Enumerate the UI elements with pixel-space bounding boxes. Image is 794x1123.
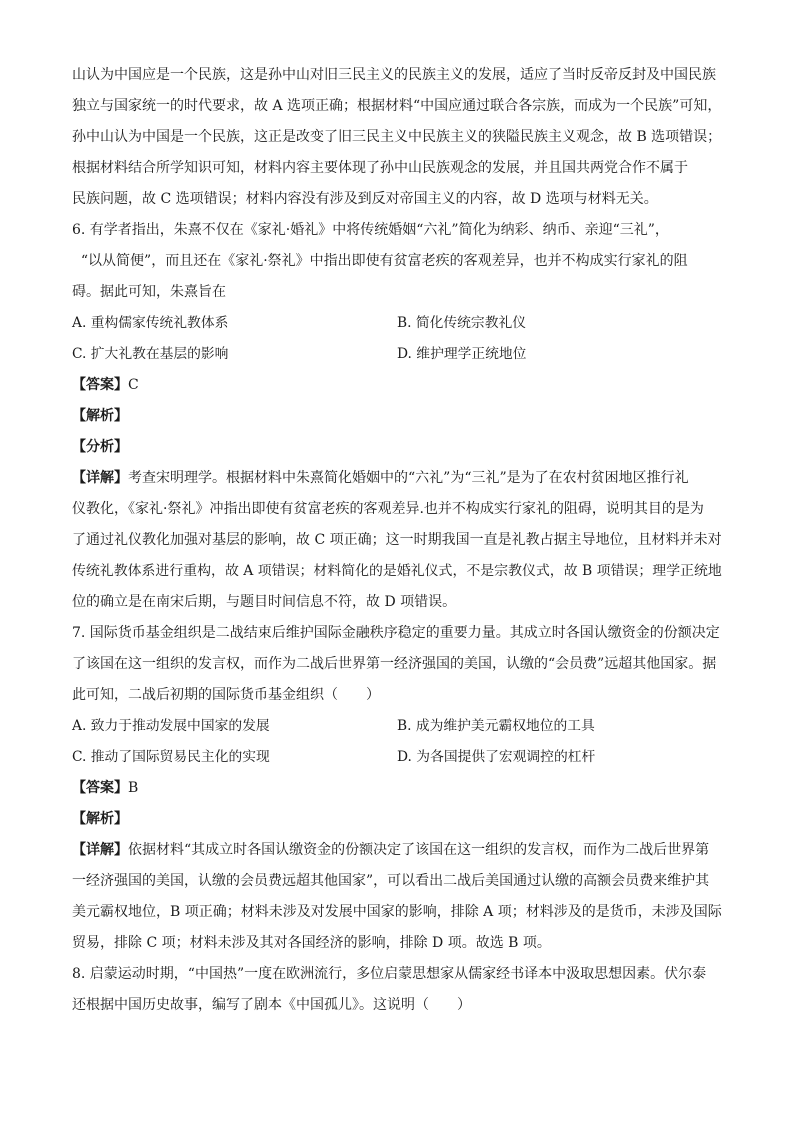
text-line: 美元霸权地位，B 项正确；材料未涉及对发展中国家的影响，排除 A 项；材料涉及的是货币，未涉及国际 [72, 904, 722, 920]
question-6-detail [72, 463, 722, 618]
text-line: 根据材料结合所学知识可知，材料内容主要体现了孙中山民族观念的发展，并且国共两党合作不属于 [72, 160, 688, 176]
option-d: D. 为各国提供了宏观调控的杠杆 [397, 749, 596, 765]
document-page [72, 60, 722, 1021]
text-line: 了通过礼仪教化加强对基层的影响，故 C 项正确；这一时期我国一直是礼教占据主导地位，且材料并未对 [72, 532, 722, 548]
text-line: 7. 国际货币基金组织是二战结束后维护国际金融秩序稳定的重要力量。其成立时各国认缴资金的份额决定 [72, 625, 720, 641]
text-line: 8. 启蒙运动时期，“中国热”一度在欧洲流行，多位启蒙思想家从儒家经书译本中汲取思想因素。伏尔泰 [72, 966, 707, 982]
option-b: B. 成为维护美元霸权地位的工具 [397, 718, 595, 734]
option-a: A. 重构儒家传统礼教体系 [72, 315, 229, 331]
option-c: C. 推动了国际贸易民主化的实现 [72, 749, 270, 765]
text-line: 传统礼教体系进行重构，故 A 项错误；材料简化的是婚礼仪式，不是宗教仪式，故 B 项错误；理学正统地 [72, 563, 722, 579]
question-7-stem [72, 618, 722, 711]
answer-value: B [128, 780, 139, 796]
jiexi-tag: 【解析】 [72, 408, 128, 424]
text-line: 一经济强国的美国，认缴的会员费远超其他国家”，可以看出二战后美国通过认缴的高额会员费来维护其 [72, 873, 710, 889]
text-line: 位的确立是在南宋后期，与题目时间信息不符，故 D 项错误。 [72, 594, 457, 610]
text-line: 山认为中国应是一个民族，这是孙中山对旧三民主义的民族主义的发展，适应了当时反帝反封及中国民族 [72, 67, 716, 83]
text-line: 孙中山认为中国是一个民族，这正是改变了旧三民主义中民族主义的狭隘民族主义观念，故 B 选项错误； [72, 129, 722, 145]
jiexi-tag: 【解析】 [72, 811, 128, 827]
text-line: 了该国在这一组织的发言权，而作为二战后世界第一经济强国的美国，认缴的“会员费”远超其他国家。据 [72, 656, 717, 672]
text-line: 考查宋明理学。根据材料中朱熹简化婚姻中的“六礼”为“三礼”是为了在农村贫困地区推行礼 [128, 470, 689, 486]
detail-tag: 【详解】 [72, 470, 128, 486]
jiexi-line [72, 804, 722, 835]
text-line: 依据材料“其成立时各国认缴资金的份额决定了该国在这一组织的发言权，而作为二战后世界第 [128, 842, 710, 858]
text-line: 6. 有学者指出，朱熹不仅在《家礼·婚礼》中将传统婚姻“六礼”简化为纳彩、纳币、亲迎“三礼”， [72, 222, 669, 238]
text-line: 此可知，二战后初期的国际货币基金组织（ ） [72, 687, 380, 703]
question-6-stem [72, 215, 722, 308]
question-6-options [72, 308, 722, 370]
jiexi-line [72, 401, 722, 432]
fenxi-line [72, 432, 722, 463]
text-line: 贸易，排除 C 项；材料未涉及其对各国经济的影响，排除 D 项。故选 B 项。 [72, 935, 551, 951]
text-line: 还根据中国历史故事，编写了剧本《中国孤儿》。这说明（ ） [72, 997, 471, 1013]
text-line: 碍。据此可知，朱熹旨在 [72, 284, 226, 300]
question-7-options [72, 711, 722, 773]
question-7-detail [72, 835, 722, 959]
text-line: 仪教化，《家礼·祭礼》冲指出即使有贫富老疾的客观差异.也并不构成实行家礼的阻碍，说明其目的是为 [72, 501, 704, 517]
question-8-stem [72, 959, 722, 1021]
detail-tag: 【详解】 [72, 842, 128, 858]
answer-line [72, 370, 722, 401]
answer-value: C [128, 377, 139, 393]
answer-line [72, 773, 722, 804]
answer-tag: 【答案】 [72, 377, 128, 393]
answer-tag: 【答案】 [72, 780, 128, 796]
text-line: 独立与国家统一的时代要求，故 A 选项正确；根据材料“中国应通过联合各宗族，而成为一个民族”可知， [72, 98, 722, 114]
text-line: “以从简便”，而且还在《家礼·祭礼》中指出即使有贫富老疾的客观差异，也并不构成实行家礼的阻 [72, 253, 688, 269]
intro-explanation [72, 60, 722, 215]
option-d: D. 维护理学正统地位 [397, 346, 527, 362]
option-b: B. 简化传统宗教礼仪 [397, 315, 526, 331]
option-a: A. 致力于推动发展中国家的发展 [72, 718, 270, 734]
text-line: 民族问题，故 C 选项错误；材料内容没有涉及到反对帝国主义的内容，故 D 选项与材料无关。 [72, 191, 658, 207]
fenxi-tag: 【分析】 [72, 439, 128, 455]
option-c: C. 扩大礼教在基层的影响 [72, 346, 229, 362]
